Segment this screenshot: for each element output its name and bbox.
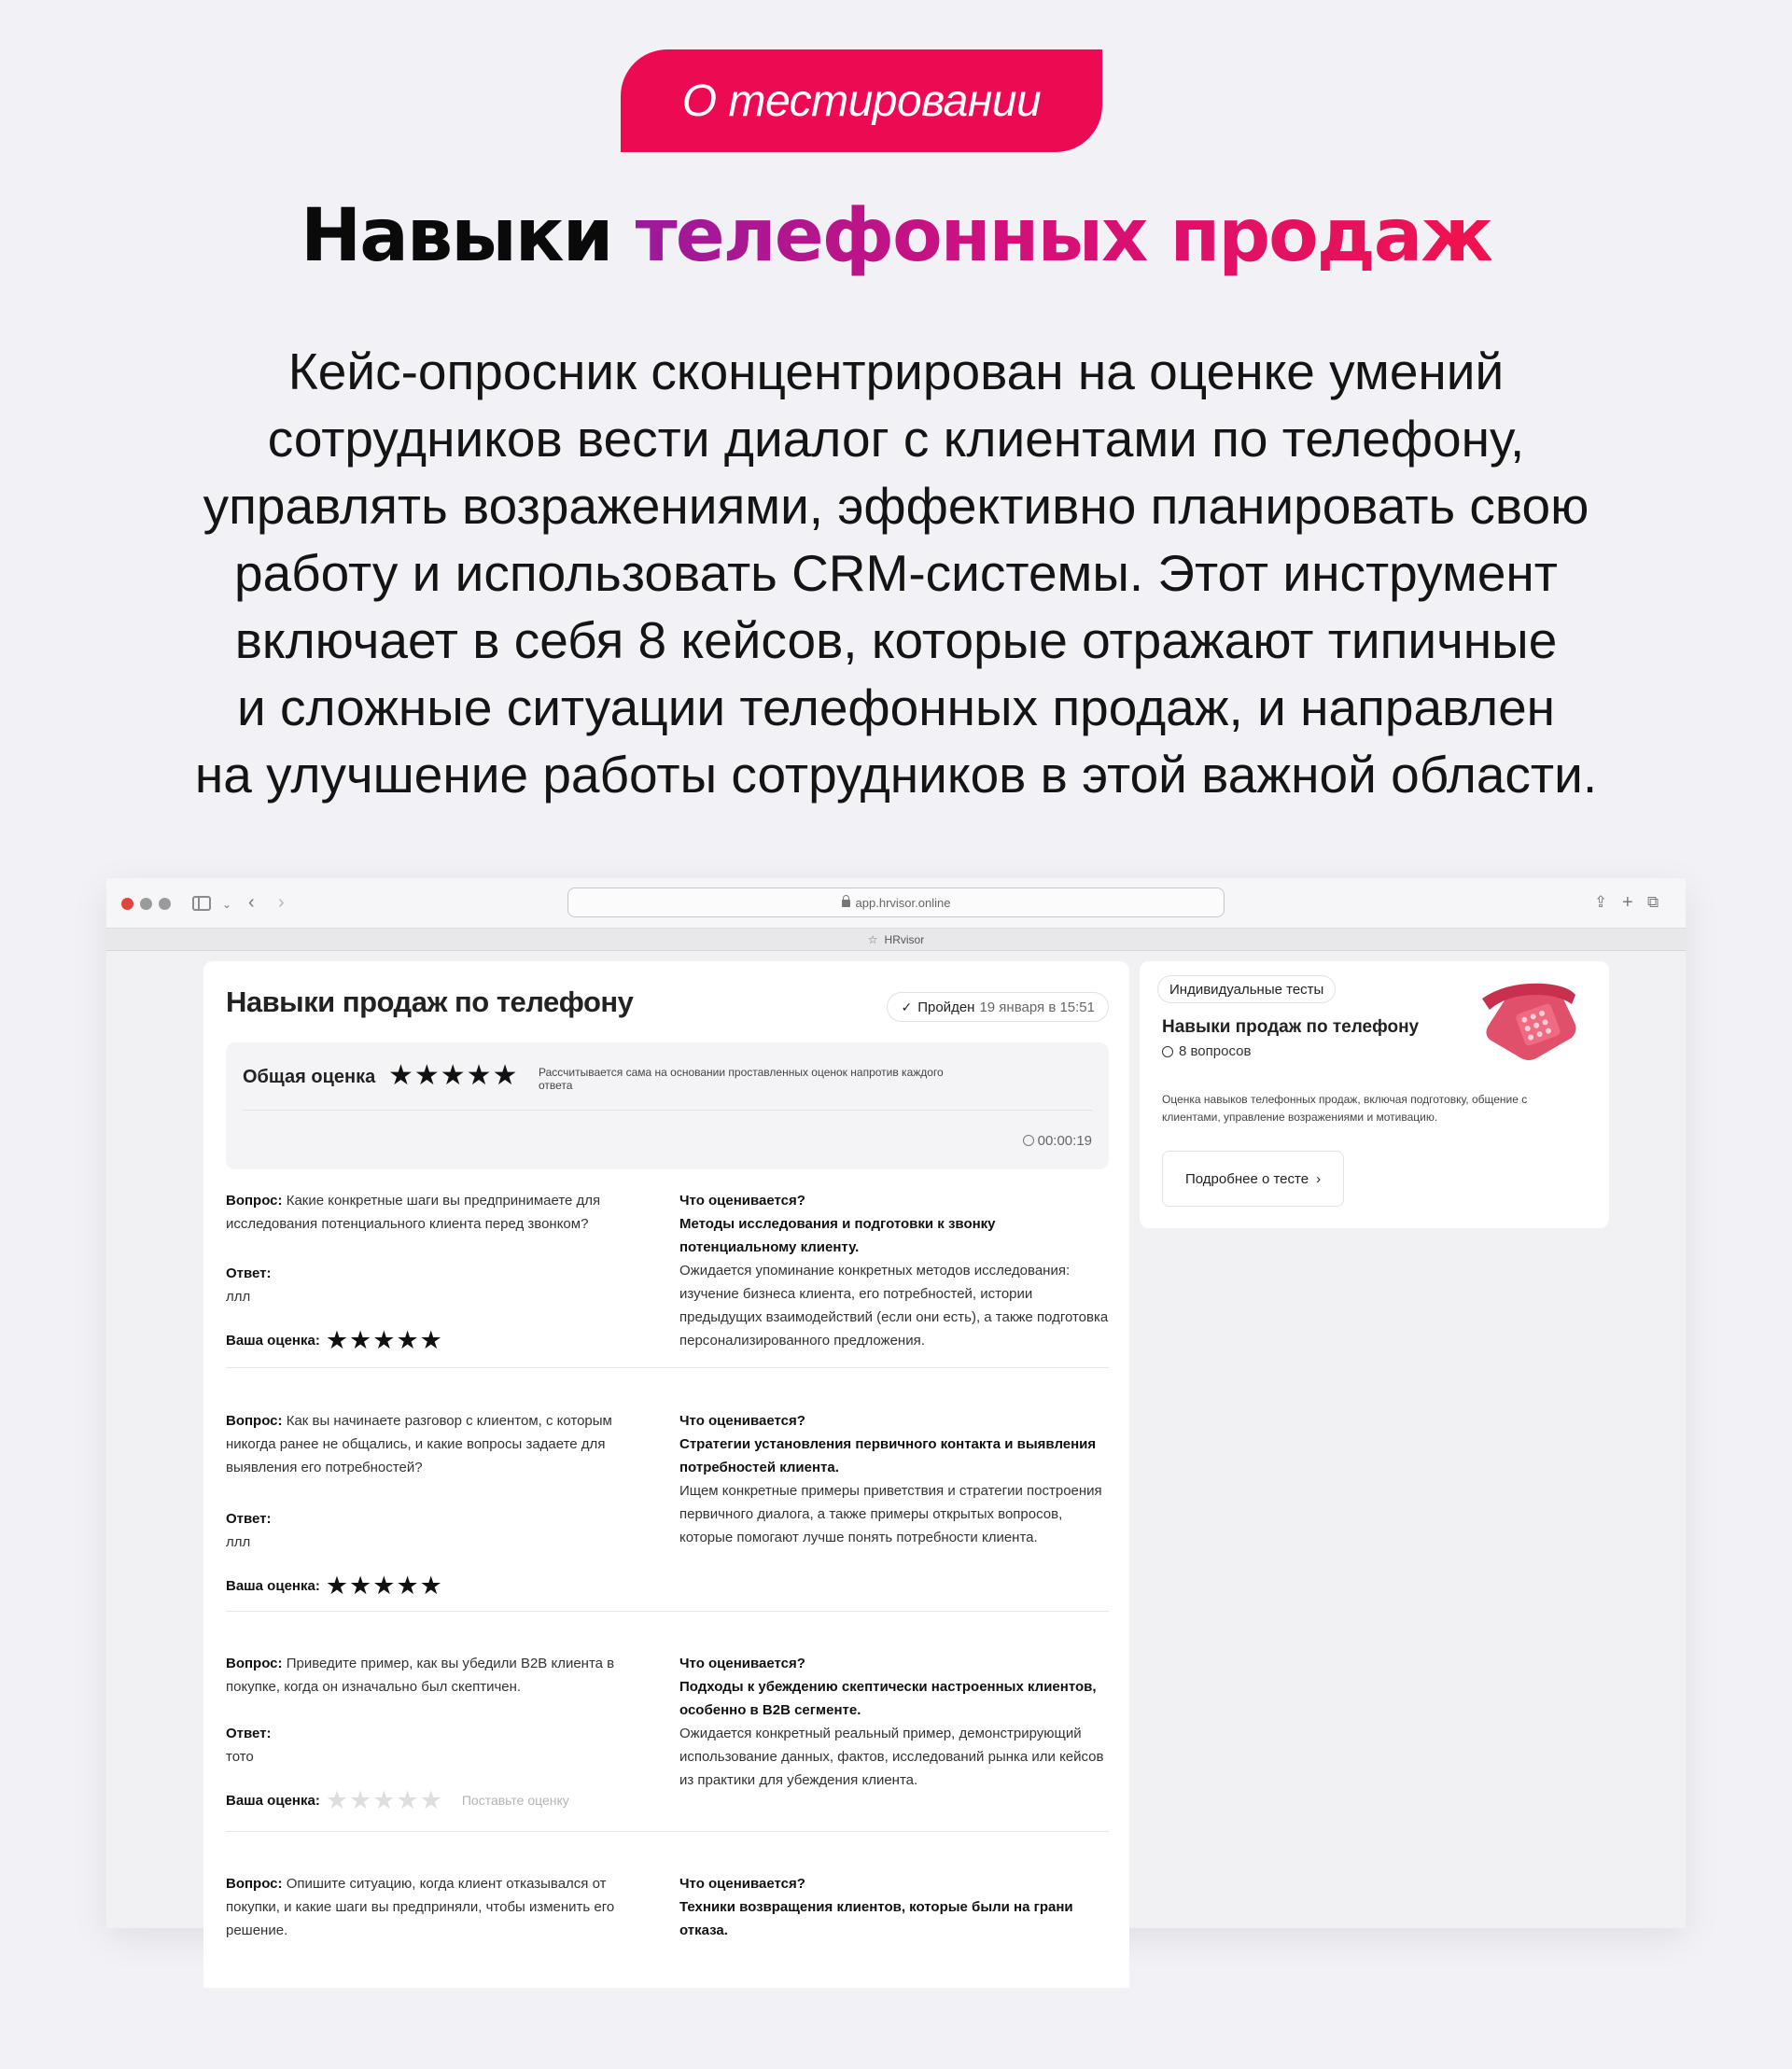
score-row <box>226 1574 627 1598</box>
page-headline <box>0 194 1792 278</box>
chevron-right-icon: › <box>1316 1170 1322 1187</box>
question-text: Вопрос: Приведите пример, как вы убедили B2B клиента в покупке, когда он изначально был скептичен. <box>226 1656 615 1695</box>
question-text: Вопрос: Как вы начинаете разговор с клиентом, с которым никогда ранее не общались, и какие вопросы задаете для выявления его потребностей? <box>226 1413 612 1475</box>
minimize-window-button[interactable] <box>140 898 152 910</box>
elapsed-time-value: 00:00:19 <box>1037 1133 1092 1149</box>
assessed-title: Стратегии установления первичного контакта и выявления потребностей клиента. <box>679 1436 1097 1475</box>
share-icon[interactable]: ⇪ <box>1594 893 1608 911</box>
lock-icon <box>842 900 850 907</box>
category-chip[interactable]: Индивидуальные тесты <box>1157 975 1336 1003</box>
clock-icon <box>1162 1046 1173 1057</box>
lead-line: работу и использовать CRM-системы. Этот инструмент <box>234 544 1558 602</box>
test-info-card <box>1140 961 1609 1228</box>
divider <box>226 1367 1109 1368</box>
score-row <box>226 1786 627 1814</box>
question-count <box>1162 1043 1251 1059</box>
your-score-label: Ваша оценка: <box>226 1793 320 1809</box>
answer-text: тото <box>226 1749 254 1765</box>
test-results-card <box>203 961 1129 1988</box>
divider <box>243 1110 1092 1111</box>
assessed-title: Техники возвращения клиентов, которые были на грани отказа. <box>679 1899 1073 1938</box>
score-row <box>226 1326 627 1354</box>
lead-line: сотрудников вести диалог с клиентами по телефону, <box>267 410 1525 468</box>
new-tab-icon[interactable]: + <box>1622 892 1633 913</box>
telephone-icon <box>1478 980 1581 1064</box>
lead-paragraph <box>75 338 1717 808</box>
close-window-button[interactable] <box>121 898 133 910</box>
lead-line: управлять возражениями, эффективно планировать свою <box>203 477 1589 535</box>
assessed-title: Подходы к убеждению скептически настроенных клиентов, особенно в B2B сегменте. <box>679 1679 1097 1718</box>
answer-text: ллл <box>226 1289 251 1305</box>
more-about-test-label: Подробнее о тесте <box>1185 1170 1309 1187</box>
forward-arrow-icon[interactable]: › <box>278 892 285 913</box>
page-title: Навыки продаж по телефону <box>226 986 634 1018</box>
headline-part-black: Навыки <box>300 194 612 278</box>
address-bar[interactable] <box>567 888 1225 917</box>
overall-score-note: Рассчитывается сама на основании проставленных оценок напротив каждого ответа <box>539 1066 944 1092</box>
tab-overview-icon[interactable]: ⧉ <box>1647 893 1659 911</box>
tab-bar[interactable] <box>106 929 1686 951</box>
headline-part-gradient: телефонных продаж <box>635 194 1492 278</box>
answer-label: Ответ: <box>226 1726 272 1741</box>
browser-window <box>106 878 1686 1938</box>
sidebar-toggle-icon[interactable] <box>192 896 211 911</box>
lead-line: на улучшение работы сотрудников в этой важной области. <box>194 746 1598 804</box>
question-label: Вопрос: <box>226 1413 283 1429</box>
overall-score-panel <box>226 1042 1109 1169</box>
star-rating-input[interactable]: ★★★★★ <box>325 1786 443 1814</box>
divider <box>226 1611 1109 1612</box>
assessed-label: Что оценивается? <box>679 1876 805 1892</box>
your-score-label: Ваша оценка: <box>226 1333 320 1349</box>
status-date: 19 января в 15:51 <box>979 999 1095 1015</box>
lead-line: включает в себя 8 кейсов, которые отражают типичные <box>234 611 1558 669</box>
assessed-description: Ожидается конкретный реальный пример, демонстрирующий использование данных, фактов, исследований рынка или кейсов из практики для убеждения клиента. <box>679 1726 1104 1788</box>
status-badge <box>887 992 1109 1022</box>
question-label: Вопрос: <box>226 1876 283 1892</box>
star-icon: ☆ <box>867 932 878 946</box>
overall-star-rating: ★★★★★ <box>388 1060 519 1091</box>
browser-toolbar <box>106 878 1686 929</box>
divider <box>226 1831 1109 1832</box>
status-label: Пройден <box>917 999 975 1015</box>
lead-line: Кейс-опросник сконцентрирован на оценке умений <box>287 343 1505 400</box>
star-rating-input[interactable]: ★★★★★ <box>325 1326 443 1354</box>
your-score-label: Ваша оценка: <box>226 1578 320 1594</box>
rate-hint: Поставьте оценку <box>461 1793 569 1808</box>
assessed-title: Методы исследования и подготовки к звонку потенциальному клиенту. <box>679 1216 996 1255</box>
assessed-label: Что оценивается? <box>679 1193 805 1209</box>
question-label: Вопрос: <box>226 1193 283 1209</box>
zoom-window-button[interactable] <box>159 898 171 910</box>
answer-text: ллл <box>226 1534 251 1550</box>
answer-label: Ответ: <box>226 1511 272 1527</box>
question-text: Вопрос: Какие конкретные шаги вы предпринимаете для исследования потенциального клиента перед звонком? <box>226 1193 601 1232</box>
about-testing-badge-label: О тестировании <box>681 76 1042 126</box>
answer-label: Ответ: <box>226 1265 272 1281</box>
overall-score-label: Общая оценка <box>243 1067 376 1087</box>
about-testing-badge <box>621 49 1102 152</box>
star-rating-input[interactable]: ★★★★★ <box>325 1572 443 1600</box>
question-text: Вопрос: Опишите ситуацию, когда клиент отказывался от покупки, и какие шаги вы предприняли, чтобы изменить его решение. <box>226 1876 615 1938</box>
test-description: Оценка навыков телефонных продаж, включая подготовку, общение с клиентами, управление возражениями и мотивацию. <box>1162 1093 1528 1124</box>
clock-icon <box>1023 1135 1034 1146</box>
chevron-down-icon[interactable]: ⌄ <box>222 898 232 911</box>
tab-title: HRvisor <box>884 932 925 946</box>
lead-line: и сложные ситуации телефонных продаж, и направлен <box>236 678 1556 736</box>
assessed-label: Что оценивается? <box>679 1413 805 1429</box>
test-title: Навыки продаж по телефону <box>1162 1017 1420 1037</box>
elapsed-time <box>1023 1133 1092 1149</box>
check-icon: ✓ <box>901 999 913 1014</box>
more-about-test-button[interactable] <box>1162 1151 1344 1207</box>
address-bar-url: app.hrvisor.online <box>855 895 951 910</box>
assessed-description: Ожидается упоминание конкретных методов исследования: изучение бизнеса клиента, его потребностей, истории предыдущих взаимодействий (если они есть), а также подготовка персонализированного предложения. <box>679 1263 1109 1349</box>
back-arrow-icon[interactable]: ‹ <box>248 892 255 913</box>
question-label: Вопрос: <box>226 1656 283 1671</box>
assessed-label: Что оценивается? <box>679 1656 805 1671</box>
assessed-description: Ищем конкретные примеры приветствия и стратегии построения первичного диалога, а также примеры открытых вопросов, которые помогают лучше понять потребности клиента. <box>679 1483 1102 1545</box>
question-count-text: 8 вопросов <box>1179 1043 1252 1059</box>
